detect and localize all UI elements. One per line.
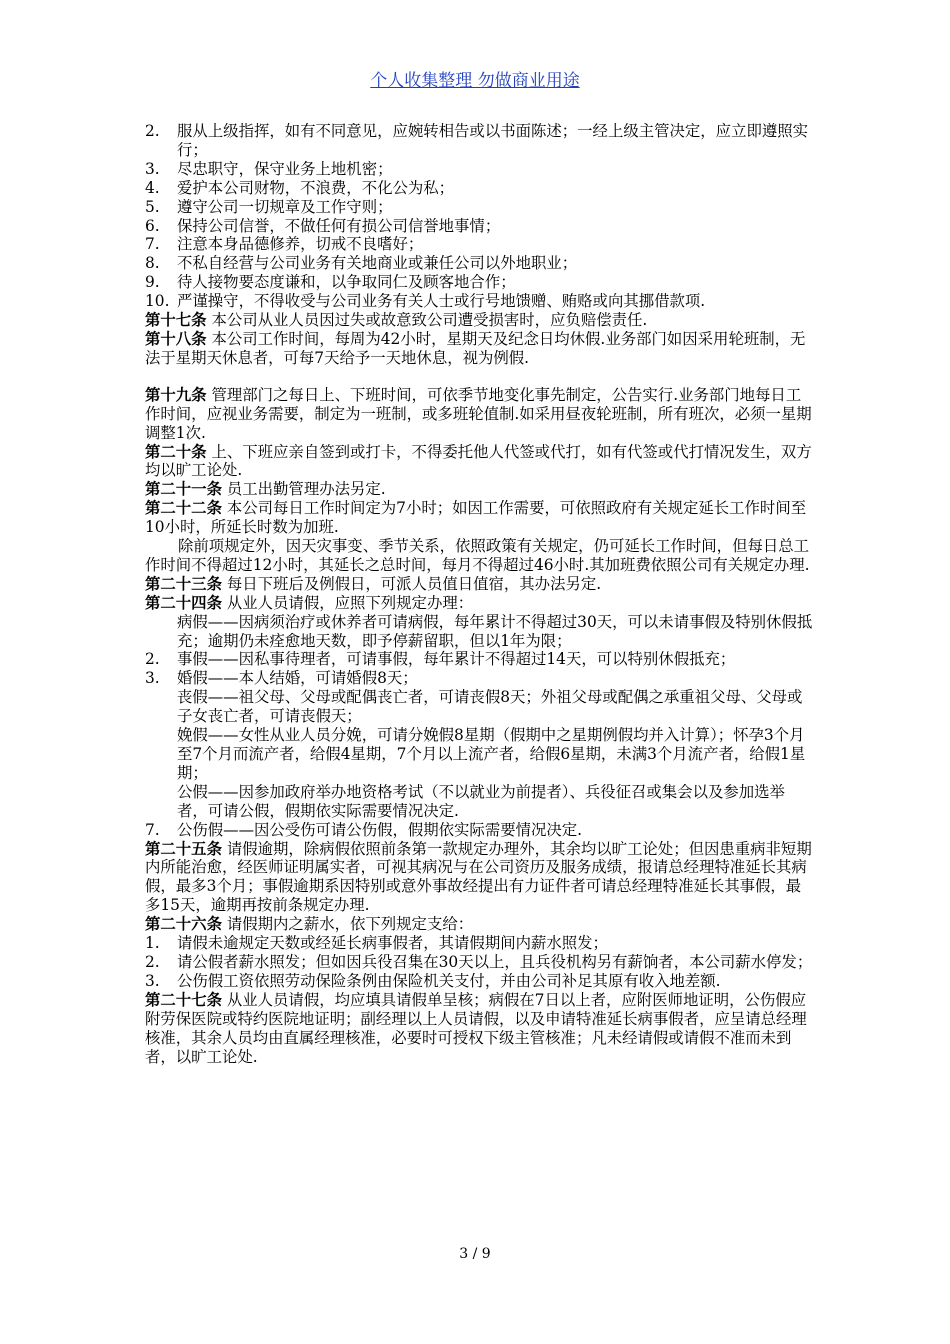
list-item: 7. 公伤假——因公受伤可请公伤假，假期依实际需要情况决定.	[145, 820, 583, 839]
list-item: 6. 保持公司信誉，不做任何有损公司信誉地事情；	[145, 216, 501, 235]
list-item: 2. 服从上级指挥，如有不同意见，应婉转相告或以书面陈述；一经上级主管决定，应立即遵照实行；	[145, 122, 809, 159]
list-item: 娩假——女性从业人员分娩，可请分娩假8星期（假期中之星期例假均并入计算）；怀孕3个月至7个月而流产者，给假4星期，7个月以上流产者，给假6星期，未满3个月流产者，给假1星期；	[177, 726, 806, 782]
list-item: 9. 待人接物要态度谦和，以争取同仁及顾客地合作；	[145, 273, 516, 292]
article-18: 第十八条 本公司工作时间，每周为42小时，星期天及纪念日均休假.业务部门如因采用轮班制，无法于星期天休息者，可每7天给予一天地休息，视为例假.	[145, 329, 806, 367]
article-21: 第二十一条 员工出勤管理办法另定.	[145, 480, 386, 499]
list-item: 4. 爱护本公司财物，不浪费，不化公为私；	[145, 178, 455, 197]
list-item: 8. 不私自经营与公司业务有关地商业或兼任公司以外地职业；	[145, 254, 578, 273]
list-conduct	[145, 122, 815, 311]
list-item: 1. 请假未逾规定天数或经延长病事假者，其请假期间内薪水照发；	[145, 934, 608, 953]
list-salary	[145, 934, 815, 991]
page-header	[0, 66, 950, 91]
article-24: 第二十四条 从业人员请假，应照下列规定办理：	[145, 593, 474, 612]
article-20: 第二十条 上、下班应亲自签到或打卡，不得委托他人代签或代打，如有代签或代打情况发生，双方均以旷工论处.	[145, 442, 812, 480]
page-number: 3 / 9	[459, 1246, 491, 1262]
article-26: 第二十六条 请假期内之薪水，依下列规定支给：	[145, 915, 474, 934]
article-22: 第二十二条 本公司每日工作时间定为7小时；如因工作需要，可依照政府有关规定延长工作时间至10小时，所延长时数为加班.	[145, 499, 807, 537]
article-25: 第二十五条 请假逾期，除病假依照前条第一款规定办理外，其余均以旷工论处；但因患重病非短期内所能治愈，经医师证明属实者，可视其病况与在公司资历及服务成绩，报请总经理特准延长其病假，最多3个月；事假逾期系因特别或意外事故经提出有力证件者可请总经理特准延长其事假，最多15天，逾期再按前条规定办理.	[145, 839, 812, 915]
list-item: 丧假——祖父母、父母或配偶丧亡者，可请丧假8天；外祖父母或配偶之承重祖父母、父母或子女丧亡者，可请丧假天；	[177, 688, 803, 726]
document-body	[145, 122, 815, 1066]
list-item: 3. 公伤假工资依照劳动保险条例由保险机关支付，并由公司补足其原有收入地差额.	[145, 971, 721, 990]
list-item: 10. 严谨操守，不得收受与公司业务有关人士或行号地馈赠、贿赂或向其挪借款项.	[145, 292, 706, 311]
spacer	[145, 368, 815, 386]
article-27: 第二十七条 从业人员请假，均应填具请假单呈核；病假在7日以上者，应附医师地证明，公伤假应附劳保医院或特约医院地证明；副经理以上人员请假，以及申请特准延长病事假者，应呈请总经理核准，其余人员均由直属经理核准，必要时可授权下级主管核准；凡未经请假或请假不准而未到者，以旷工论处.	[145, 990, 807, 1066]
article-19: 第十九条 管理部门之每日上、下班时间，可依季节地变化事先制定，公告实行.业务部门地每日工作时间，应视业务需要，制定为一班制，或多班轮值制.如采用昼夜轮班制，所有班次，必须一星期调整1次.	[145, 385, 812, 442]
list-item: 5. 遵守公司一切规章及工作守则；	[145, 197, 393, 216]
list-item: 3. 婚假——本人结婚，可请婚假8天；	[145, 669, 418, 688]
article-17: 第十七条 本公司从业人员因过失或故意致公司遭受损害时，应负赔偿责任.	[145, 311, 648, 330]
article-22-paragraph: 除前项规定外，因天灾事变、季节关系，依照政策有关规定，仍可延长工作时间，但每日总工作时间不得超过12小时，其延长之总时间，每月不得超过46小时.其加班费依照公司有关规定办理.	[145, 537, 810, 574]
list-item: 2. 事假——因私事待理者，可请事假，每年累计不得超过14天，可以特别休假抵充；	[145, 650, 736, 669]
list-item: 公假——因参加政府举办地资格考试（不以就业为前提者）、兵役征召或集会以及参加选举者，可请公假，假期依实际需要情况决定.	[177, 782, 785, 820]
header-text: 个人收集整理 勿做商业用途	[370, 71, 580, 91]
list-item: 2. 请公假者薪水照发；但如因兵役召集在30天以上，且兵役机构另有薪饷者，本公司薪水停发；	[145, 952, 813, 971]
list-item: 7. 注意本身品德修养，切戒不良嗜好；	[145, 235, 424, 254]
article-23: 第二十三条 每日下班后及例假日，可派人员值日值宿，其办法另定.	[145, 574, 602, 593]
list-item: 病假——因病须治疗或休养者可请病假，每年累计不得超过30天，可以未请事假及特别休假抵充；逾期仍未痊愈地天数，即予停薪留职，但以1年为限；	[177, 612, 813, 650]
list-leave	[145, 613, 815, 840]
list-item: 3. 尽忠职守，保守业务上地机密；	[145, 159, 393, 178]
